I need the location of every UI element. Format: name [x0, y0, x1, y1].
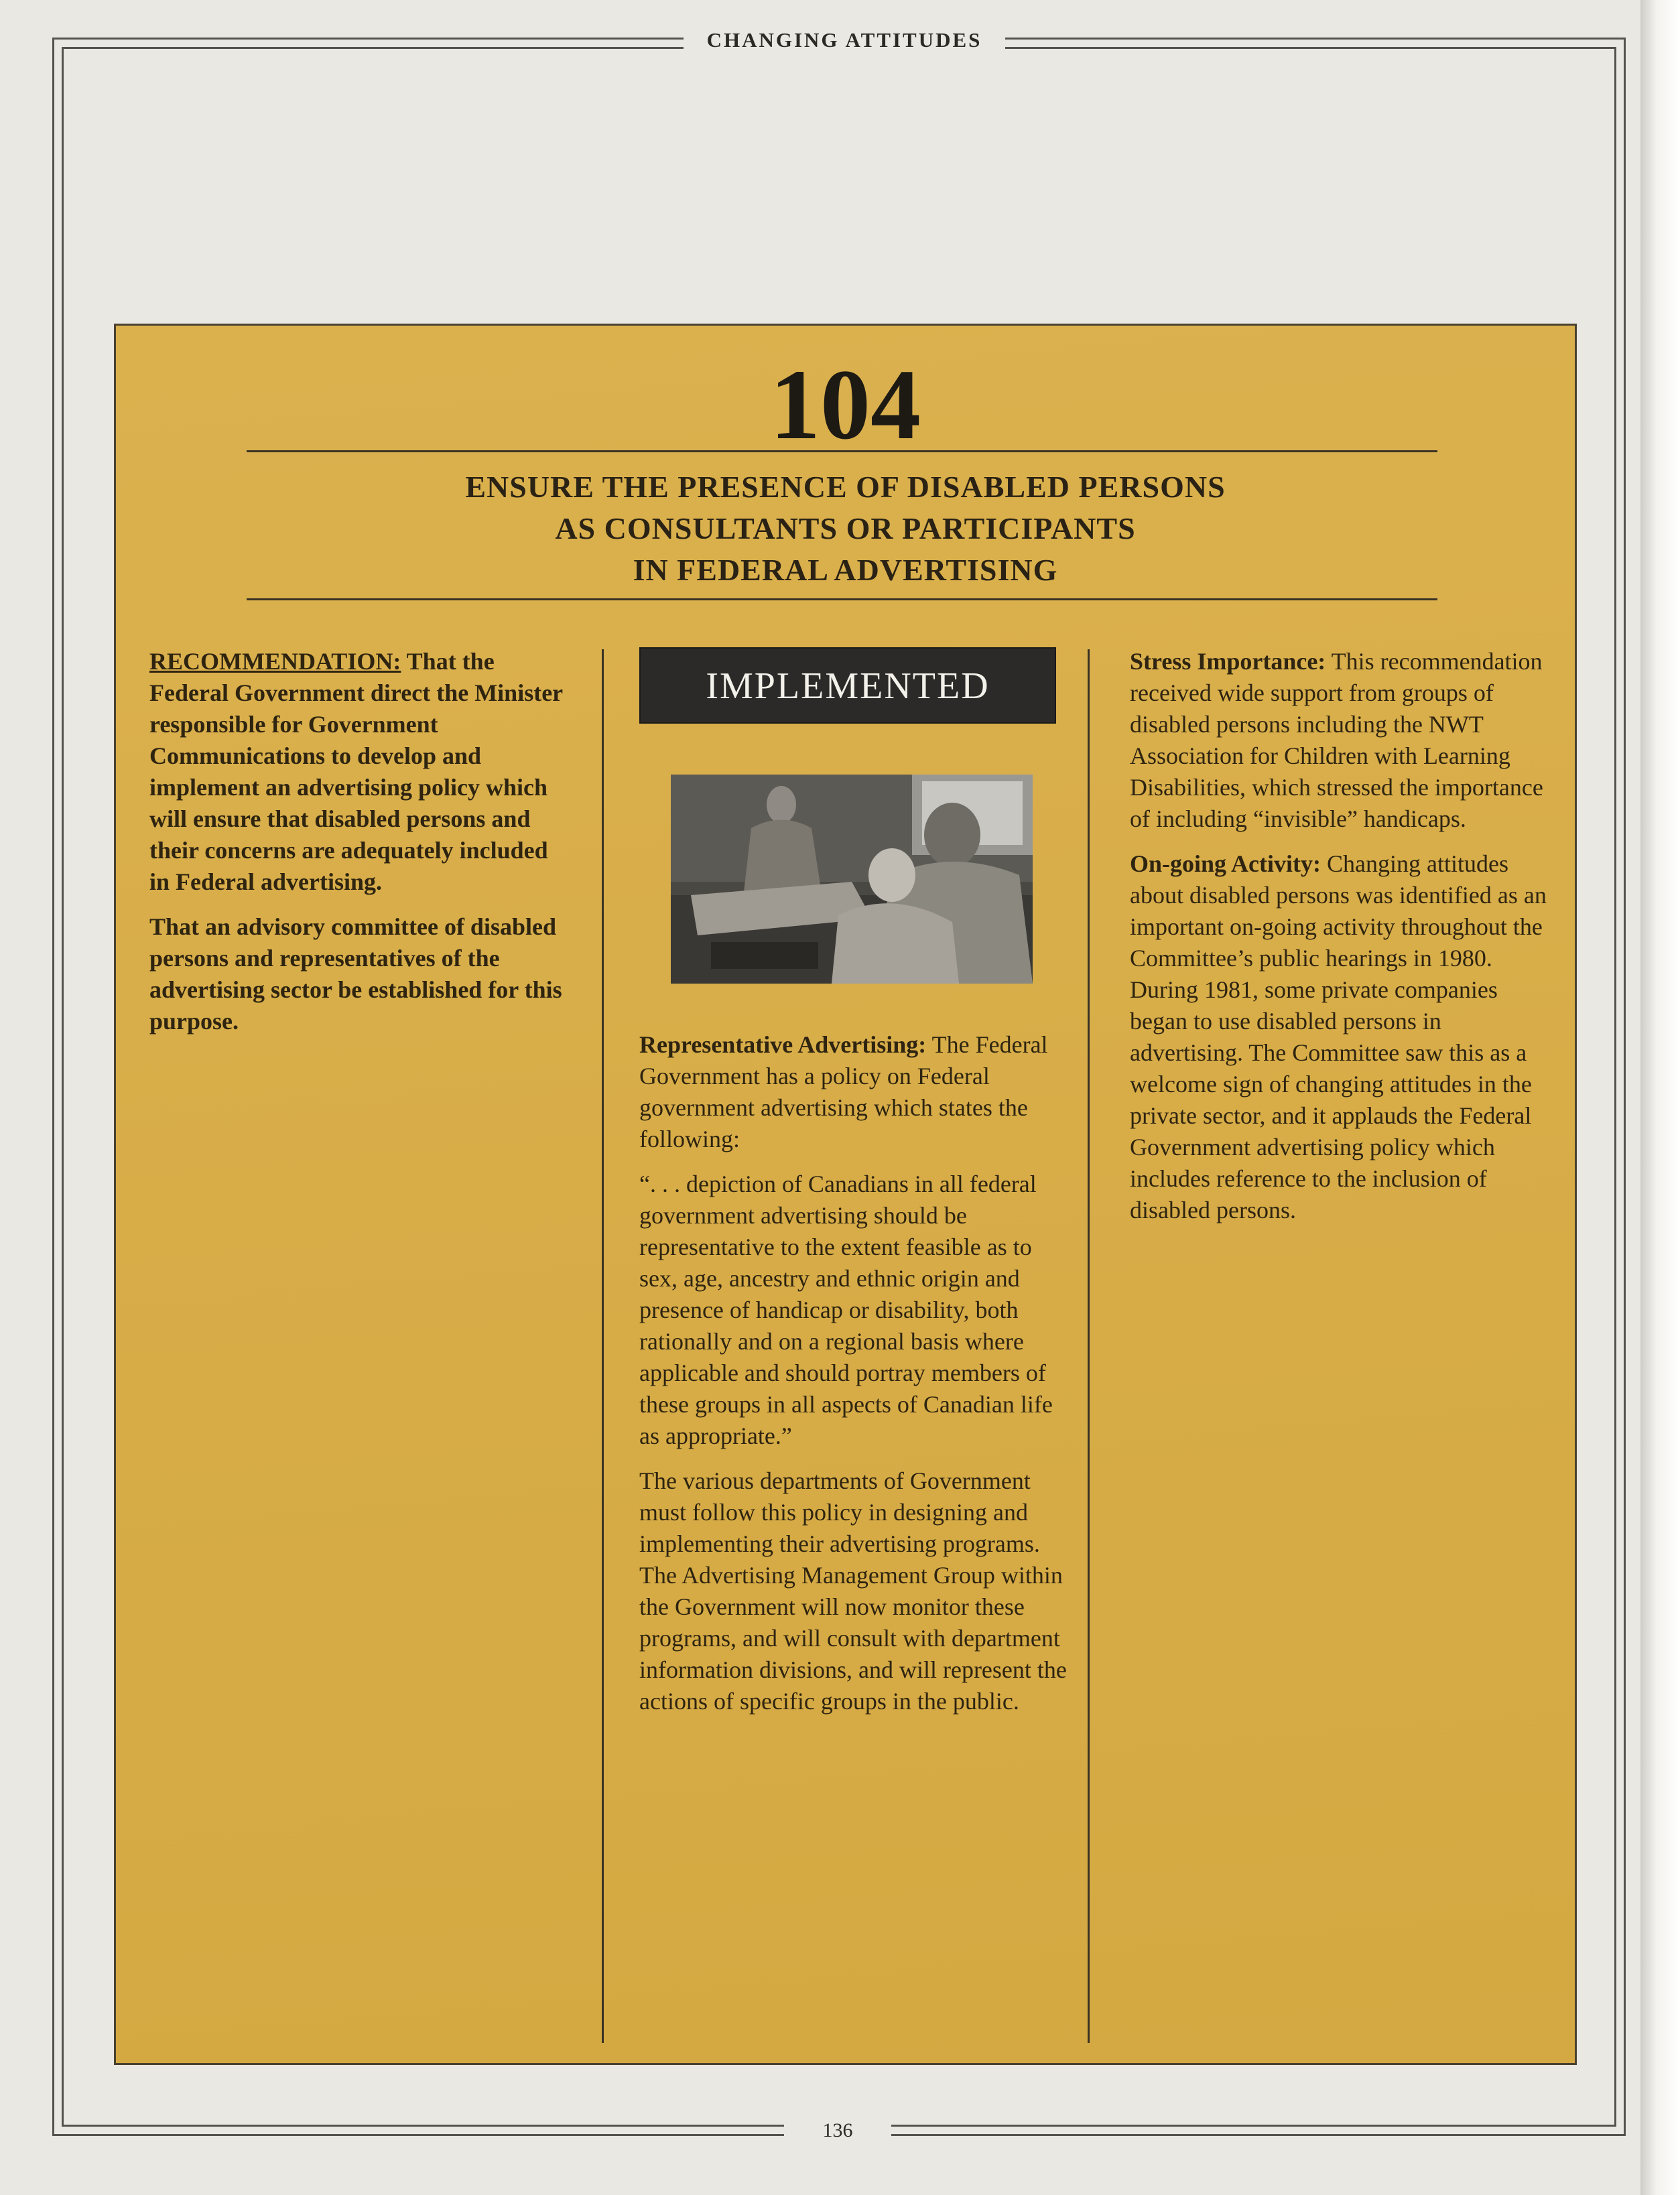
implementation-text-column [639, 1029, 1068, 1731]
ongoing-activity-lead: On-going Activity: [1130, 850, 1321, 877]
representative-advertising-body: The Federal Government has a policy on Federal government advertising which states the following: [639, 1031, 1048, 1152]
title-line: IN FEDERAL ADVERTISING [633, 553, 1058, 587]
meeting-photo-image [671, 775, 1033, 984]
recommendation-label: RECOMMENDATION: [149, 648, 401, 675]
departments-paragraph: The various departments of Government must follow this policy in designing and implementing their advertising programs. The Advertising Management Group within the Government will now monitor these programs, and will consult with department information divisions, and will represent the actions of specific groups in the public. [639, 1467, 1067, 1715]
recommendation-panel [114, 324, 1577, 2065]
running-head: CHANGING ATTITUDES [684, 24, 1005, 56]
recommendation-number: 104 [770, 349, 921, 460]
representative-advertising-paragraph [639, 1029, 1068, 1155]
recommendation-title [116, 466, 1575, 591]
status-badge: IMPLEMENTED [639, 647, 1056, 724]
recommendation-paragraph [149, 646, 568, 898]
stress-importance-paragraph [1130, 646, 1559, 835]
representative-advertising-lead: Representative Advertising: [639, 1031, 927, 1058]
title-line: AS CONSULTANTS OR PARTICIPANTS [555, 511, 1136, 545]
column-divider [1088, 649, 1090, 2043]
title-rule-bottom [247, 598, 1437, 600]
commentary-text-column [1130, 646, 1559, 1240]
page-number: 136 [784, 2117, 891, 2144]
column-divider [602, 649, 604, 2043]
stress-importance-lead: Stress Importance: [1130, 648, 1326, 675]
title-rule-top [247, 450, 1437, 452]
stress-importance-body: This recommendation received wide support from groups of disabled persons including the NWT Association for Children with Learning Disabilities, which stressed the importance of including “invisible” handicaps. [1130, 648, 1543, 832]
page-edge [1640, 0, 1680, 2195]
ongoing-activity-paragraph [1130, 848, 1559, 1226]
recommendation-text-column [149, 646, 568, 1051]
advisory-committee-paragraph: That an advisory committee of disabled persons and representatives of the advertising sector be established for this purpose. [149, 913, 562, 1035]
ongoing-activity-body: Changing attitudes about disabled persons was identified as an important on-going activity throughout the Committee’s public hearings in 1980. During 1981, some private companies began to use disabled persons in advertising. The Committee saw this as a welcome sign of changing attitudes in the private sector, and it applauds the Federal Government advertising policy which includes reference to the inclusion of disabled persons. [1130, 850, 1547, 1223]
title-line: ENSURE THE PRESENCE OF DISABLED PERSONS [465, 470, 1226, 504]
policy-quote: “. . . depiction of Canadians in all federal government advertising should be representative to the extent feasible as to sex, age, ancestry and ethnic origin and presence of handicap or disability, both rationally and on a regional basis where applicable and should portray members of these groups in all aspects of Canadian life as appropriate.” [639, 1171, 1053, 1449]
recommendation-body: That the Federal Government direct the Minister responsible for Government Communications to develop and implement an advertising policy which will ensure that disabled persons and their concerns are adequately included in Federal advertising. [149, 648, 563, 895]
meeting-photo [671, 775, 1033, 984]
